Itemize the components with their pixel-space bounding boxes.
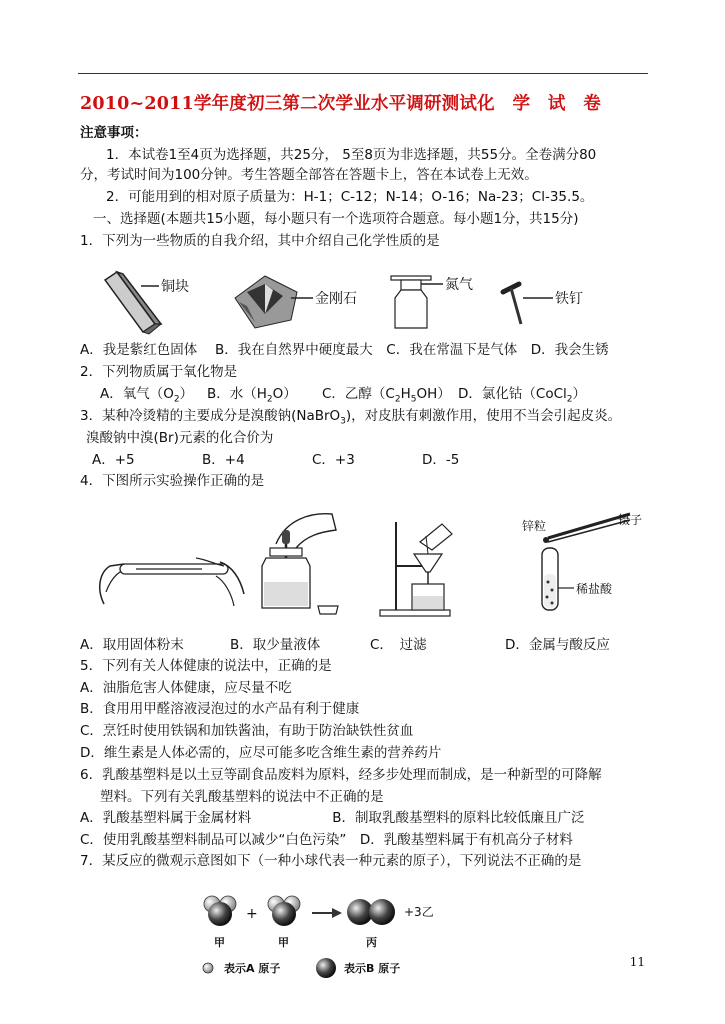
q4-stem: 4．下图所示实验操作正确的是 bbox=[80, 473, 265, 489]
label-nitrogen: 氮气 bbox=[445, 277, 473, 293]
label-bing: 丙 bbox=[366, 936, 377, 949]
filtration-setup-icon bbox=[380, 522, 452, 616]
powder-test-tube-icon bbox=[100, 558, 244, 606]
q5-option-d: D．维生素是人体必需的，应尽可能多吃含维生素的营养药片 bbox=[80, 745, 442, 761]
label-nail: 铁钉 bbox=[555, 291, 583, 307]
notice-line-1: 1．本试卷1至4页为选择题，共25分， 5至8页为非选择题，共55分。全卷满分80 bbox=[106, 147, 597, 163]
label-jia-1: 甲 bbox=[214, 936, 225, 949]
legend-atom-a: 表示A 原子 bbox=[224, 962, 281, 975]
q3-stem-1: 3．某种冷烫精的主要成分是溴酸钠(NaBrO$_3$)，对皮肤有刺激作用，使用不当会引起皮炎。 bbox=[80, 408, 622, 427]
q1-options: A．我是紫红色固体 B．我在自然界中硬度最大 C．我在常温下是气体 D．我会生锈 bbox=[80, 342, 609, 358]
q1-figure bbox=[95, 262, 655, 338]
molecule-jia-2 bbox=[268, 896, 300, 926]
q4-figure bbox=[90, 500, 660, 632]
q3-option-a: A．+5 bbox=[92, 452, 135, 468]
q4-option-d: D．金属与酸反应 bbox=[505, 637, 610, 653]
dropper-bottle-icon bbox=[262, 514, 338, 614]
q6-stem-2: 塑料。下列有关乳酸基塑料的说法中不正确的是 bbox=[100, 789, 384, 805]
label-acid: 稀盐酸 bbox=[576, 582, 613, 596]
q1-stem: 1．下列为一些物质的自我介绍，其中介绍自己化学性质的是 bbox=[80, 233, 440, 249]
q3-stem-2: 溴酸钠中溴(Br)元素的化合价为 bbox=[86, 430, 274, 446]
notice-line-2: 分，考试时间为100分钟。考生答题全部答在答题卡上，答在本试卷上无效。 bbox=[80, 167, 538, 183]
label-copper: 铜块 bbox=[161, 279, 189, 295]
label-plus-3-yi: +3乙 bbox=[404, 905, 434, 919]
q5-option-a: A．油脂危害人体健康，应尽量不吃 bbox=[80, 680, 292, 696]
q6-stem-1: 6．乳酸基塑料是以土豆等副食品废料为原料，经多步处理而制成，是一种新型的可降解 bbox=[80, 767, 602, 783]
q2-option-b: B．水$(H_2O)$ bbox=[207, 386, 297, 405]
iron-nail-icon bbox=[503, 284, 521, 324]
page-number: 11 bbox=[629, 955, 645, 969]
q2-option-c: C．乙醇$(C_2H_5OH)$ bbox=[322, 386, 451, 405]
legend-atom-b: 表示B 原子 bbox=[344, 962, 401, 975]
label-diamond: 金刚石 bbox=[315, 291, 357, 307]
q2-option-d: D．氯化钴（CoCl$_2$） bbox=[458, 386, 586, 405]
notice-header: 注意事项： bbox=[80, 125, 148, 141]
plus-sign: + bbox=[246, 906, 258, 922]
q3-option-b: B．+4 bbox=[202, 452, 245, 468]
q5-option-c: C．烹饪时使用铁锅和加铁酱油，有助于防治缺铁性贫血 bbox=[80, 723, 414, 739]
arrow-icon bbox=[312, 908, 342, 918]
q5-stem: 5．下列有关人体健康的说法中，正确的是 bbox=[80, 658, 332, 674]
label-tweezers: 镊子 bbox=[618, 513, 643, 527]
q3-option-c: C．+3 bbox=[312, 452, 355, 468]
label-jia-2: 甲 bbox=[278, 936, 289, 949]
q4-option-a: A．取用固体粉末 bbox=[80, 637, 184, 653]
q7-reaction-diagram bbox=[190, 880, 450, 980]
molecule-bing bbox=[347, 899, 395, 925]
molecule-jia-1 bbox=[204, 896, 236, 926]
q6-options-row-1: A．乳酸基塑料属于金属材料 B．制取乳酸基塑料的原料比较低廉且广泛 bbox=[80, 810, 585, 826]
q3-option-d: D．-5 bbox=[422, 452, 460, 468]
label-zinc: 锌粒 bbox=[522, 519, 547, 533]
legend-atom-a-icon bbox=[203, 963, 213, 973]
copper-block-icon bbox=[105, 272, 161, 334]
q7-stem: 7．某反应的微观示意图如下（一种小球代表一种元素的原子），下列说法不正确的是 bbox=[80, 853, 582, 869]
q2-stem: 2．下列物质属于氧化物是 bbox=[80, 364, 238, 380]
q6-options-row-2: C．使用乳酸基塑料制品可以减少“白色污染” D．乳酸基塑料属于有机高分子材料 bbox=[80, 832, 573, 848]
header-rule bbox=[78, 73, 648, 74]
q2-option-a: A．氧气$(O_2)$ bbox=[100, 386, 194, 405]
legend-atom-b-icon bbox=[316, 958, 336, 978]
q4-option-c: C． 过滤 bbox=[370, 637, 427, 653]
notice-line-3: 2．可能用到的相对原子质量为：H-1；C-12；N-14；O-16；Na-23；Cl-35.5。 bbox=[106, 189, 594, 205]
section-heading: 一、选择题(本题共15小题，每小题只有一个选项符合题意。每小题1分，共15分) bbox=[93, 211, 579, 227]
page-title: 2010~2011学年度初三第二次学业水平调研测试化 学 试 卷 bbox=[80, 94, 601, 114]
diamond-icon bbox=[235, 276, 297, 328]
q5-option-b: B．食用用甲醛溶液浸泡过的水产品有利于健康 bbox=[80, 701, 360, 717]
q4-option-b: B．取少量液体 bbox=[230, 637, 321, 653]
